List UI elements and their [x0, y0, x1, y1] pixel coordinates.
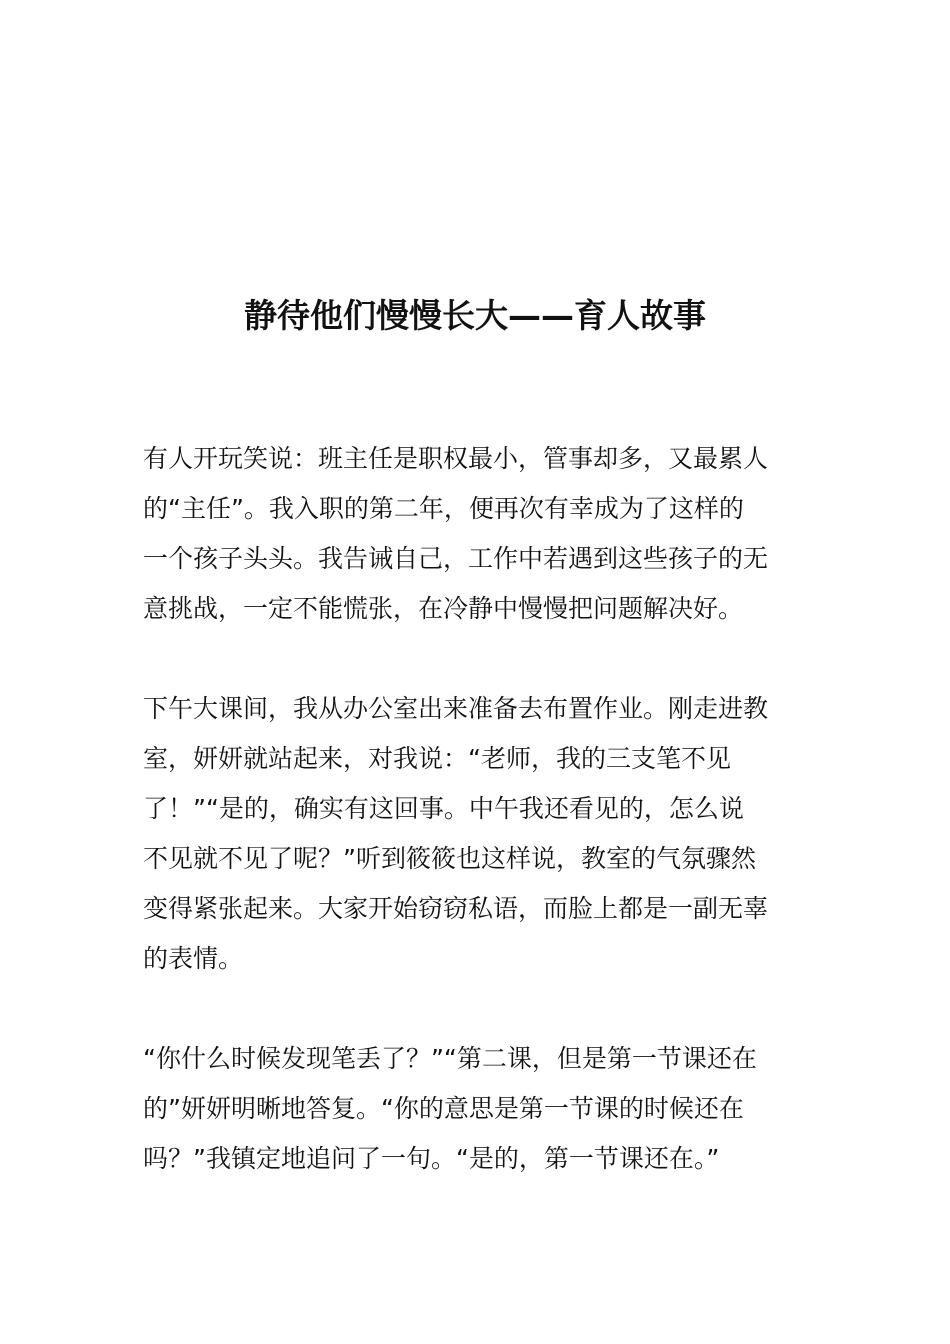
text-line: 吗？”我镇定地追问了一句。“是的，第一节课还在。” [143, 1144, 720, 1173]
text-line: 下午大课间，我从办公室出来准备去布置作业。刚走进教 [143, 694, 769, 723]
text-line: 变得紧张起来。大家开始窃窃私语，而脸上都是一副无辜 [143, 894, 769, 923]
document-body [143, 434, 808, 1234]
text-line: 一个孩子头头。我告诫自己，工作中若遇到这些孩子的无 [143, 544, 769, 573]
paragraph-3 [143, 1034, 808, 1184]
text-line: 了！”“是的，确实有这回事。中午我还看见的，怎么说 [143, 794, 744, 823]
text-line: 室，妍妍就站起来，对我说：“老师，我的三支笔不见 [143, 744, 731, 773]
text-line: 的表情。 [143, 944, 244, 973]
text-line: 的”妍妍明晰地答复。“你的意思是第一节课的时候还在 [143, 1094, 744, 1123]
paragraph-1 [143, 434, 808, 634]
text-line: 的“主任”。我入职的第二年，便再次有幸成为了这样的 [143, 494, 744, 523]
text-line: 有人开玩笑说：班主任是职权最小，管事却多，又最累人 [143, 444, 769, 473]
document-title: 静待他们慢慢长大——育人故事 [244, 296, 706, 335]
text-line: 不见就不见了呢？”听到筱筱也这样说，教室的气氛骤然 [143, 844, 756, 873]
paragraph-2 [143, 684, 808, 984]
text-line: 意挑战，一定不能慌张，在冷静中慢慢把问题解决好。 [143, 594, 744, 623]
text-line: “你什么时候发现笔丢了？”“第二课，但是第一节课还在 [143, 1044, 757, 1073]
